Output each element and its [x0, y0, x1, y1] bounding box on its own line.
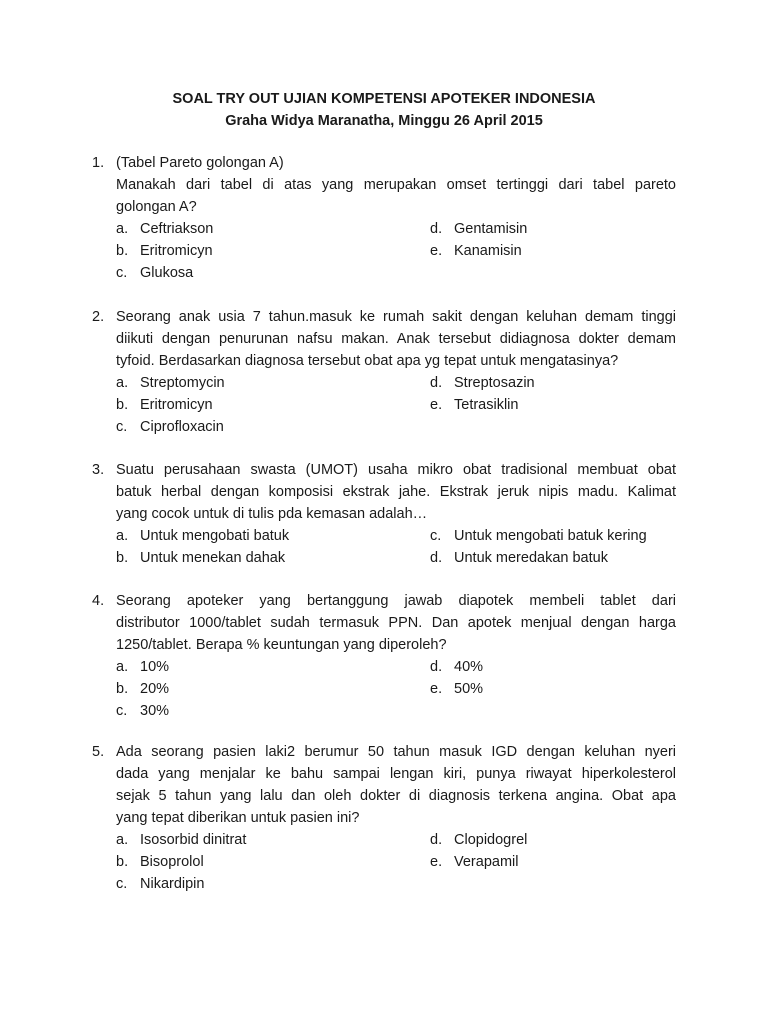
question-line: golongan A?	[116, 199, 197, 215]
option-b: b. Untuk menekan dahak	[116, 550, 286, 566]
option-d: d. 40%	[430, 659, 484, 675]
option-c: c. Glukosa	[116, 265, 194, 281]
answer-options	[116, 829, 676, 895]
option-c: c. Untuk mengobati batuk kering	[430, 528, 647, 544]
question-5	[92, 741, 676, 895]
option-a: a. 10%	[116, 659, 170, 675]
question-line: 1250/tablet. Berapa % keuntungan yang diperoleh?	[116, 637, 447, 653]
option-e: e. Kanamisin	[430, 243, 522, 259]
question-1	[92, 152, 676, 284]
option-a: a. Untuk mengobati batuk	[116, 528, 290, 544]
question-line: yang cocok untuk di tulis pda kemasan adalah…	[116, 506, 428, 522]
option-c: c. Nikardipin	[116, 876, 205, 892]
option-e: e. Verapamil	[430, 854, 519, 870]
question-line: dada yang menjalar ke bahu sampai lengan kiri, punya riwayat hiperkolesterol	[116, 766, 676, 782]
question-text	[116, 590, 676, 656]
question-line: Suatu perusahaan swasta (UMOT) usaha mikro obat tradisional membuat obat	[116, 462, 676, 478]
question-line: Ada seorang pasien laki2 berumur 50 tahun masuk IGD dengan keluhan nyeri	[116, 744, 676, 760]
question-line: tyfoid. Berdasarkan diagnosa tersebut obat apa yg tepat untuk mengatasinya?	[116, 353, 619, 369]
question-number: 5.	[92, 744, 105, 760]
question-line: Manakah dari tabel di atas yang merupakan omset tertinggi dari tabel pareto	[116, 177, 676, 193]
question-text	[116, 306, 676, 372]
question-2	[92, 306, 676, 438]
question-number: 4.	[92, 593, 105, 609]
question-number: 2.	[92, 309, 105, 325]
option-b: b. Eritromicyn	[116, 397, 213, 413]
question-3	[92, 459, 676, 569]
answer-options	[116, 218, 676, 284]
option-e: e. 50%	[430, 681, 484, 697]
question-line: diikuti dengan penurunan nafsu makan. Anak tersebut didiagnosa dokter demam	[116, 331, 676, 347]
option-c: c. Ciprofloxacin	[116, 419, 224, 435]
question-text	[116, 152, 676, 218]
question-line: Seorang anak usia 7 tahun.masuk ke rumah sakit dengan keluhan demam tinggi	[116, 309, 676, 325]
option-e: e. Tetrasiklin	[430, 397, 519, 413]
question-line: sejak 5 tahun yang lalu dan oleh dokter di diagnosis terkena angina. Obat apa	[116, 788, 676, 804]
option-d: d. Untuk meredakan batuk	[430, 550, 608, 566]
option-b: b. Eritromicyn	[116, 243, 213, 259]
option-d: d. Streptosazin	[430, 375, 535, 391]
answer-options	[116, 372, 676, 438]
question-line: Seorang apoteker yang bertanggung jawab diapotek membeli tablet dari	[116, 593, 676, 609]
question-4	[92, 590, 676, 722]
answer-options	[116, 656, 676, 722]
option-d: d. Clopidogrel	[430, 832, 528, 848]
option-b: b. 20%	[116, 681, 170, 697]
option-b: b. Bisoprolol	[116, 854, 204, 870]
question-line: distributor 1000/tablet sudah termasuk PPN. Dan apotek menjual dengan harga	[116, 615, 676, 631]
answer-options	[116, 525, 676, 569]
question-text	[116, 741, 676, 829]
option-c: c. 30%	[116, 703, 170, 719]
question-line: (Tabel Pareto golongan A)	[116, 155, 284, 171]
document-title: SOAL TRY OUT UJIAN KOMPETENSI APOTEKER INDONESIA	[172, 91, 596, 107]
option-d: d. Gentamisin	[430, 221, 528, 237]
question-number: 1.	[92, 155, 105, 171]
question-line: yang tepat diberikan untuk pasien ini?	[116, 810, 360, 826]
option-a: a. Ceftriakson	[116, 221, 214, 237]
question-line: batuk herbal dengan komposisi ekstrak jahe. Ekstrak jeruk nipis madu. Kalimat	[116, 484, 676, 500]
option-a: a. Isosorbid dinitrat	[116, 832, 247, 848]
option-a: a. Streptomycin	[116, 375, 225, 391]
question-text	[116, 459, 676, 525]
question-number: 3.	[92, 462, 105, 478]
document-subtitle: Graha Widya Maranatha, Minggu 26 April 2015	[225, 113, 543, 129]
